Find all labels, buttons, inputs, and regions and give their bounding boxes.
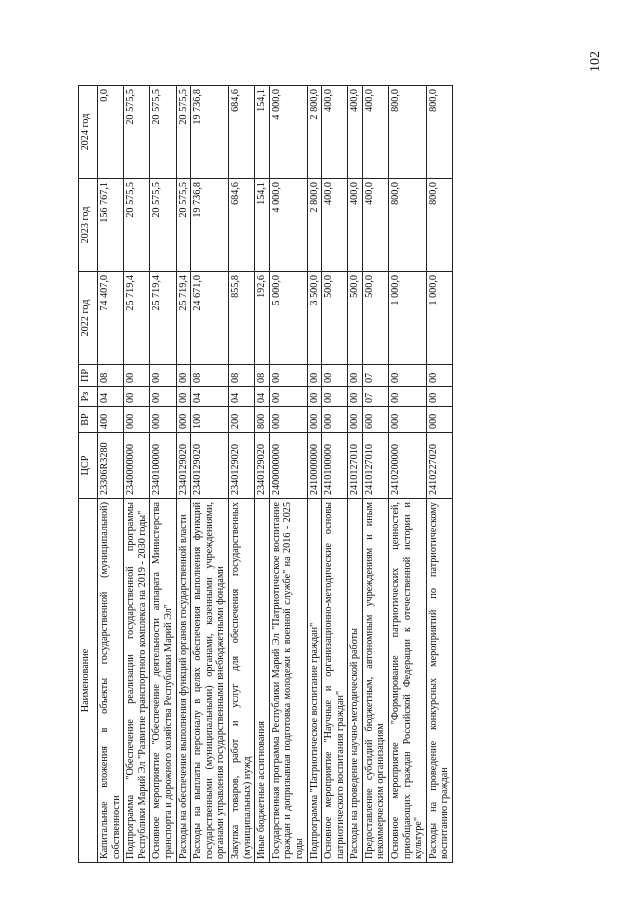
table-row	[228, 86, 254, 863]
cell-name: Иные бюджетные ассигнования	[255, 499, 270, 863]
header-row	[79, 86, 98, 863]
cell-rz: 00	[269, 387, 307, 407]
cell-2022: 855,8	[228, 272, 254, 365]
cell-csr: 2410127010	[348, 433, 363, 499]
cell-2022: 5 000,0	[269, 272, 307, 365]
table-row	[362, 86, 388, 863]
cell-2022: 25 719,4	[150, 272, 176, 365]
cell-pr: 08	[98, 365, 124, 387]
cell-pr: 00	[322, 365, 348, 387]
header-2023: 2023 год	[79, 179, 98, 272]
cell-pr: 08	[255, 365, 270, 387]
cell-name: Предоставление субсидий бюджетным, автономным учреждениям и иным некоммерческим организациям	[362, 499, 388, 863]
cell-pr: 00	[307, 365, 322, 387]
cell-name: Основное мероприятие "Обеспечение деятельности аппарата Министерства транспорта и дорожного хозяйства Республики Марий Эл"	[150, 499, 176, 863]
header-csr: ЦСР	[79, 433, 98, 499]
cell-2024: 800,0	[426, 86, 452, 179]
header-vr: ВР	[79, 407, 98, 433]
cell-2023: 19 736,8	[191, 179, 229, 272]
cell-2023: 800,0	[426, 179, 452, 272]
cell-csr: 23306R3280	[98, 433, 124, 499]
cell-vr: 000	[322, 407, 348, 433]
cell-2023: 156 767,1	[98, 179, 124, 272]
cell-vr: 400	[98, 407, 124, 433]
header-2022: 2022 год	[79, 272, 98, 365]
cell-rz: 00	[124, 387, 150, 407]
cell-2024: 400,0	[362, 86, 388, 179]
table-row	[124, 86, 150, 863]
table-row	[255, 86, 270, 863]
cell-pr: 00	[389, 365, 427, 387]
header-name: Наименование	[79, 499, 98, 863]
table-row	[389, 86, 427, 863]
cell-2022: 24 671,0	[191, 272, 229, 365]
cell-2024: 20 575,5	[176, 86, 191, 179]
cell-name: Подпрограмма "Патриотическое воспитание граждан"	[307, 499, 322, 863]
cell-rz: 00	[150, 387, 176, 407]
cell-pr: 00	[176, 365, 191, 387]
cell-2024: 20 575,5	[150, 86, 176, 179]
cell-2024: 400,0	[322, 86, 348, 179]
cell-csr: 2400000000	[269, 433, 307, 499]
table-row	[269, 86, 307, 863]
cell-vr: 200	[228, 407, 254, 433]
cell-name: Расходы на проведение конкурсных мероприятий по патриотическому воспитанию граждан	[426, 499, 452, 863]
cell-name: Расходы на проведение научно-методической работы	[348, 499, 363, 863]
cell-vr: 000	[426, 407, 452, 433]
cell-csr: 2340100000	[150, 433, 176, 499]
cell-pr: 00	[150, 365, 176, 387]
cell-rz: 00	[176, 387, 191, 407]
cell-csr: 2410100000	[322, 433, 348, 499]
cell-name: Расходы на обеспечение выполнения функций органов государственной власти	[176, 499, 191, 863]
cell-name: Расходы на выплаты персоналу в целях обеспечения выполнения функций государственными (муниципальными) органами, казенными учреждениями, органами управления государственными внебюджетными фондами	[191, 499, 229, 863]
cell-vr: 000	[389, 407, 427, 433]
cell-csr: 2340129020	[176, 433, 191, 499]
cell-2023: 20 575,5	[176, 179, 191, 272]
cell-vr: 000	[150, 407, 176, 433]
cell-pr: 00	[124, 365, 150, 387]
cell-2022: 192,6	[255, 272, 270, 365]
cell-vr: 000	[124, 407, 150, 433]
cell-rz: 00	[322, 387, 348, 407]
cell-2023: 2 800,0	[307, 179, 322, 272]
cell-2024: 0,0	[98, 86, 124, 179]
cell-pr: 00	[269, 365, 307, 387]
cell-vr: 100	[191, 407, 229, 433]
cell-pr: 00	[426, 365, 452, 387]
cell-rz: 04	[255, 387, 270, 407]
cell-2022: 25 719,4	[176, 272, 191, 365]
cell-2024: 684,6	[228, 86, 254, 179]
cell-name: Закупка товаров, работ и услуг для обеспечения государственных (муниципальных) нужд	[228, 499, 254, 863]
cell-csr: 2410227020	[426, 433, 452, 499]
cell-rz: 04	[98, 387, 124, 407]
table-row	[348, 86, 363, 863]
cell-rz: 00	[426, 387, 452, 407]
cell-2023: 4 000,0	[269, 179, 307, 272]
cell-2023: 400,0	[322, 179, 348, 272]
cell-2022: 3 500,0	[307, 272, 322, 365]
cell-2024: 2 800,0	[307, 86, 322, 179]
cell-2022: 500,0	[348, 272, 363, 365]
page-number: 102	[588, 51, 603, 72]
cell-2023: 400,0	[362, 179, 388, 272]
cell-name: Основное мероприятие "Формирование патриотических ценностей, приобщающих граждан Российской Федерации к отечественной истории и культуре"	[389, 499, 427, 863]
table-row	[98, 86, 124, 863]
cell-2024: 400,0	[348, 86, 363, 179]
cell-csr: 2340129020	[255, 433, 270, 499]
cell-2022: 500,0	[362, 272, 388, 365]
table-row	[426, 86, 452, 863]
table-body	[98, 86, 453, 863]
cell-2022: 1 000,0	[389, 272, 427, 365]
cell-rz: 00	[348, 387, 363, 407]
header-pr: ПР	[79, 365, 98, 387]
cell-2024: 4 000,0	[269, 86, 307, 179]
cell-vr: 800	[255, 407, 270, 433]
cell-2022: 25 719,4	[124, 272, 150, 365]
cell-rz: 04	[191, 387, 229, 407]
table-row	[191, 86, 229, 863]
cell-rz: 00	[389, 387, 427, 407]
cell-rz: 00	[307, 387, 322, 407]
cell-csr: 2340129020	[191, 433, 229, 499]
cell-vr: 600	[362, 407, 388, 433]
cell-pr: 08	[191, 365, 229, 387]
cell-csr: 2410200000	[389, 433, 427, 499]
cell-csr: 2410127010	[362, 433, 388, 499]
header-2024: 2024 год	[79, 86, 98, 179]
table-row	[150, 86, 176, 863]
table-header	[79, 86, 98, 863]
cell-csr: 2340129020	[228, 433, 254, 499]
cell-rz: 04	[228, 387, 254, 407]
cell-2023: 684,6	[228, 179, 254, 272]
cell-name: Капитальные вложения в объекты государственной (муниципальной) собственности	[98, 499, 124, 863]
cell-2024: 19 736,8	[191, 86, 229, 179]
cell-2024: 154,1	[255, 86, 270, 179]
cell-name: Основное мероприятие "Научные и организационно-методические основы патриотического воспитания граждан"	[322, 499, 348, 863]
cell-csr: 2410000000	[307, 433, 322, 499]
cell-vr: 000	[176, 407, 191, 433]
cell-pr: 07	[362, 365, 388, 387]
budget-sheet	[78, 86, 538, 863]
table-row	[322, 86, 348, 863]
cell-2023: 154,1	[255, 179, 270, 272]
cell-vr: 000	[307, 407, 322, 433]
table-row	[176, 86, 191, 863]
cell-2023: 800,0	[389, 179, 427, 272]
cell-2023: 400,0	[348, 179, 363, 272]
header-rz: Рз	[79, 387, 98, 407]
cell-name: Подпрограмма "Обеспечение реализации государственной программы Республики Марий Эл "Развитие транспортного комплекса на 2019 - 2030 годы"	[124, 499, 150, 863]
budget-table	[78, 85, 453, 863]
cell-pr: 08	[228, 365, 254, 387]
cell-2024: 20 575,5	[124, 86, 150, 179]
cell-2024: 800,0	[389, 86, 427, 179]
cell-2022: 1 000,0	[426, 272, 452, 365]
cell-csr: 2340000000	[124, 433, 150, 499]
cell-pr: 00	[348, 365, 363, 387]
table-row	[307, 86, 322, 863]
cell-2023: 20 575,5	[124, 179, 150, 272]
cell-2022: 74 407,0	[98, 272, 124, 365]
cell-2022: 500,0	[322, 272, 348, 365]
cell-vr: 000	[348, 407, 363, 433]
cell-name: Государственная программа Республики Марий Эл "Патриотическое воспитание граждан и допризывная подготовка молодежи к военной службе" на 2016 - 2025 годы	[269, 499, 307, 863]
cell-rz: 07	[362, 387, 388, 407]
cell-2023: 20 575,5	[150, 179, 176, 272]
cell-vr: 000	[269, 407, 307, 433]
